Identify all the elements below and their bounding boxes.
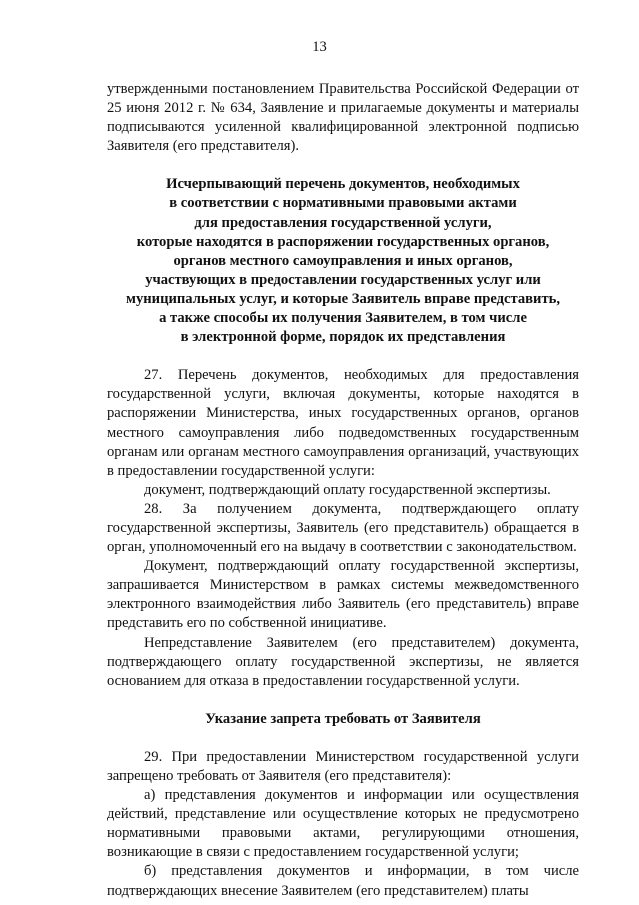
paragraph-29-b: б) представления документов и информации, в том числе подтверждающих внесение Заявителем (его представителем) платы bbox=[107, 863, 579, 899]
heading-line: участвующих в предоставлении государственных услуг или bbox=[145, 271, 541, 288]
heading-line: органов местного самоуправления и иных органов, bbox=[173, 252, 513, 269]
paragraph-29: 29. При предоставлении Министерством государственной услуги запрещено требовать от Заявителя (его представителя): bbox=[107, 748, 579, 784]
paragraph-document-request: Документ, подтверждающий оплату государственной экспертизы, запрашивается Министерством в рамках системы межведомственного электронного взаимодействия либо Заявитель (его представитель) вправе представить его по собственной инициативе. bbox=[107, 558, 579, 632]
paragraph-document-payment: документ, подтверждающий оплату государственной экспертизы. bbox=[144, 481, 551, 498]
paragraph-29-a: а) представления документов и информации или осуществления действий, представление или осуществление которых не предусмотрено нормативными правовыми актами, регулирующими отношения, возникающие в связи с предоставлением государственной услуги; bbox=[107, 787, 579, 861]
heading-line: а также способы их получения Заявителем, в том числе bbox=[159, 310, 527, 327]
section-heading-documents bbox=[107, 175, 579, 347]
paragraph-28: 28. За получением документа, подтверждающего оплату государственной экспертизы, Заявитель (его представитель) обращается в орган, уполномоченный его на выдачу в соответствии с законодательством. bbox=[107, 500, 579, 556]
heading-line: муниципальных услуг, и которые Заявитель вправе представить, bbox=[126, 290, 560, 307]
page-number: 13 bbox=[312, 39, 327, 55]
heading-line: в электронной форме, порядок их представления bbox=[180, 329, 506, 346]
heading-line: которые находятся в распоряжении государственных органов, bbox=[136, 233, 550, 250]
heading-line: Исчерпывающий перечень документов, необходимых bbox=[166, 176, 520, 193]
intro-paragraph: утвержденными постановлением Правительства Российской Федерации от 25 июня 2012 г. № 634, Заявление и прилагаемые документы и материалы подписываются усиленной квалифицированной электронной подписью Заявителя (его представителя). bbox=[107, 81, 579, 155]
section-heading-prohibition: Указание запрета требовать от Заявителя bbox=[205, 710, 481, 727]
heading-line: в соответствии с нормативными правовыми актами bbox=[169, 195, 517, 212]
heading-line: для предоставления государственной услуги, bbox=[194, 214, 492, 231]
paragraph-non-submission: Непредставление Заявителем (его представителем) документа, подтверждающего оплату государственной экспертизы, не является основанием для отказа в предоставлении государственной услуги. bbox=[107, 634, 579, 689]
paragraph-27: 27. Перечень документов, необходимых для предоставления государственной услуги, включая документы, которые находятся в распоряжении Министерства, иных государственных органов, органов местного самоуправления либо подведомственных государственным органам или органам местного самоуправления организаций, участвующих в предоставлении государственной услуги: bbox=[107, 367, 579, 479]
document-body bbox=[107, 80, 579, 901]
